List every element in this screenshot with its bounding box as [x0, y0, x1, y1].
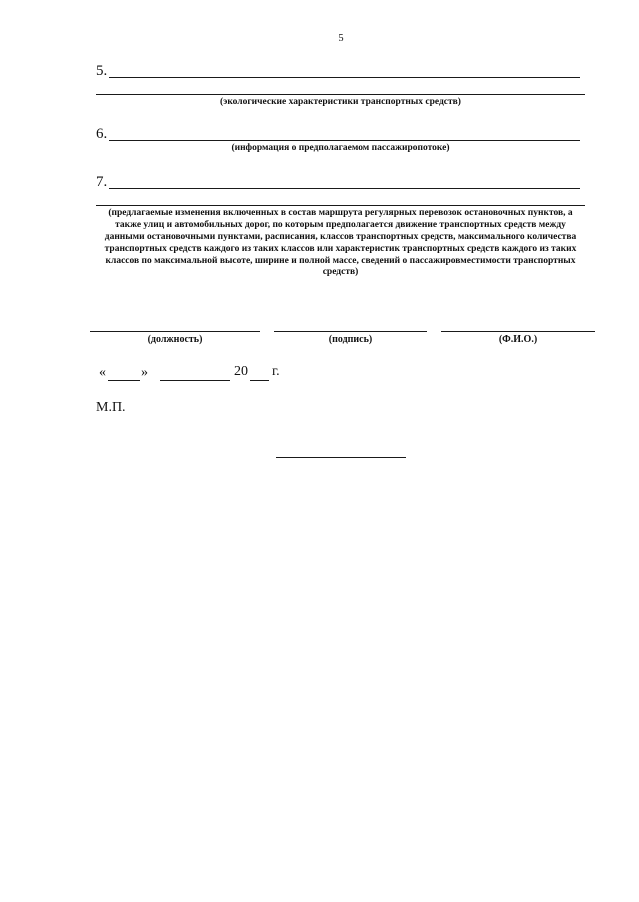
date-year-prefix: 20: [234, 364, 248, 379]
signature-label: (подпись): [328, 334, 373, 345]
name-label: (Ф.И.О.): [498, 334, 538, 345]
stamp-label: М.П.: [96, 400, 126, 415]
item-6-caption: (информация о предполагаемом пассажиропотоке): [231, 143, 450, 153]
item-5-caption: (экологические характеристики транспортных средств): [220, 97, 461, 107]
position-label: (должность): [147, 334, 203, 345]
item-7-number: 7.: [96, 174, 108, 190]
position-line: [90, 331, 260, 332]
end-separator-line: [276, 457, 406, 458]
date-month-line: [160, 380, 230, 381]
item-7-input-line: [109, 188, 580, 189]
page-number: 5: [338, 33, 344, 44]
name-line: [441, 331, 595, 332]
date-day-line: [108, 380, 140, 381]
item-6-number: 6.: [96, 126, 108, 142]
item-5-input-line-2: [96, 94, 585, 95]
item-7-caption: (предлагаемые изменения включенных в состав маршрута регулярных перевозок остановочных пунктов, а также улиц и автомобильных дорог, по которым предполагается движение транспортных средств между данными остановочными пунктами, расписания, классов транспортных средств, максимального количества транспортных средств каждого из таких классов или характеристик транспортных средств каждого из таких классов по максимальной высоте, ширине и полной массе, сведений о пассажировместимости транспортных средств): [104, 208, 577, 278]
item-5-input-line: [109, 77, 580, 78]
item-6-input-line: [109, 140, 580, 141]
date-open-quote: «: [99, 365, 106, 380]
item-7-input-line-2: [96, 205, 585, 206]
item-5-number: 5.: [96, 63, 108, 79]
signature-line: [274, 331, 427, 332]
date-year-line: [250, 380, 269, 381]
date-close-quote: »: [141, 365, 148, 380]
date-year-suffix: г.: [272, 364, 280, 379]
